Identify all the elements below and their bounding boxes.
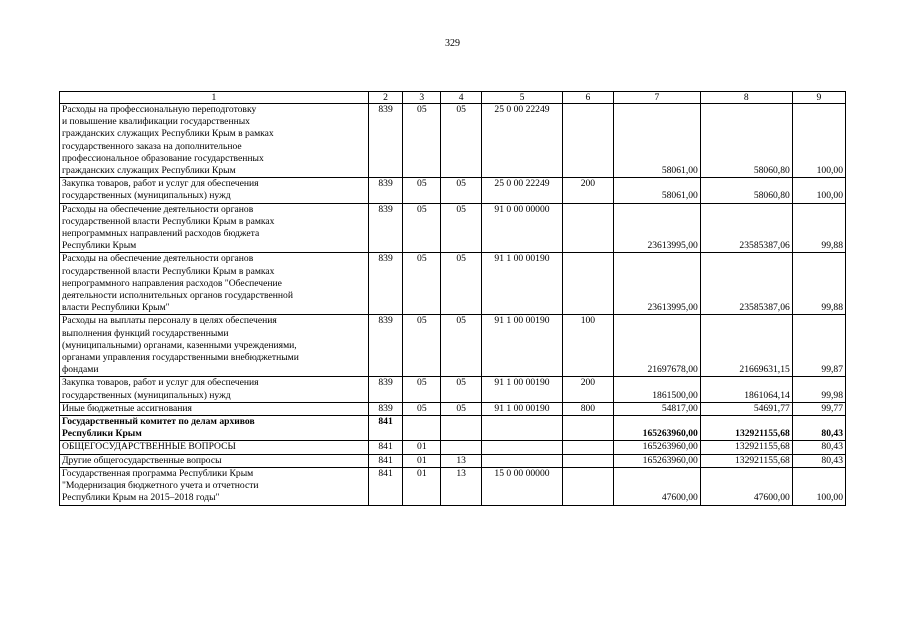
column-header: 8 [700, 92, 792, 104]
row-value-actual: 58060,80 [700, 104, 792, 178]
row-code-target: 25 0 00 22249 [482, 178, 563, 203]
row-code-target: 91 1 00 00190 [482, 315, 563, 377]
row-name: Иные бюджетные ассигнования [60, 402, 369, 415]
row-code-glava: 839 [368, 402, 403, 415]
row-code-podrazdel: 05 [441, 315, 482, 377]
row-value-actual: 47600,00 [700, 467, 792, 505]
table-row [60, 203, 846, 253]
row-name: Расходы на профессиональную переподготовку и повышение квалификации государственных гражданских служащих Республики Крым в рамках государственного заказа на дополнительное профессиональное образование государственных гражданских служащих Республики Крым [60, 104, 369, 178]
column-header: 2 [368, 92, 403, 104]
row-code-target [482, 441, 563, 454]
row-value-actual: 132921155,68 [700, 454, 792, 467]
row-value-percent: 80,43 [792, 454, 845, 467]
row-code-podrazdel: 13 [441, 467, 482, 505]
table-body [60, 92, 846, 506]
row-name: Расходы на обеспечение деятельности органов государственной власти Республики Крым в рамках непрограммного направления расходов "Обеспечение деятельности исполнительных органов государственной власти Республики Крым" [60, 253, 369, 315]
row-code-razdel: 01 [403, 454, 441, 467]
row-code-target: 15 0 00 00000 [482, 467, 563, 505]
table-row [60, 454, 846, 467]
row-code-razdel: 05 [403, 377, 441, 402]
row-code-expense-type: 800 [562, 402, 613, 415]
row-code-target: 91 0 00 00000 [482, 203, 563, 253]
row-code-target: 25 0 00 22249 [482, 104, 563, 178]
row-value-plan: 23613995,00 [613, 253, 700, 315]
row-code-podrazdel [441, 416, 482, 441]
row-name: Закупка товаров, работ и услуг для обеспечения государственных (муниципальных) нужд [60, 377, 369, 402]
row-value-actual: 23585387,06 [700, 253, 792, 315]
row-value-percent: 99,88 [792, 203, 845, 253]
row-code-razdel: 05 [403, 178, 441, 203]
row-code-podrazdel: 05 [441, 178, 482, 203]
column-header: 7 [613, 92, 700, 104]
row-code-target [482, 454, 563, 467]
row-code-expense-type: 100 [562, 315, 613, 377]
row-value-actual: 58060,80 [700, 178, 792, 203]
row-value-plan: 54817,00 [613, 402, 700, 415]
row-value-plan: 58061,00 [613, 104, 700, 178]
row-code-target: 91 1 00 00190 [482, 253, 563, 315]
row-value-actual: 132921155,68 [700, 416, 792, 441]
row-code-expense-type [562, 203, 613, 253]
row-name: Государственный комитет по делам архивов Республики Крым [60, 416, 369, 441]
row-code-glava: 841 [368, 467, 403, 505]
row-value-plan: 1861500,00 [613, 377, 700, 402]
row-value-percent: 80,43 [792, 441, 845, 454]
column-header: 1 [60, 92, 369, 104]
row-code-podrazdel: 05 [441, 203, 482, 253]
table-row [60, 104, 846, 178]
row-value-plan: 165263960,00 [613, 441, 700, 454]
page-number: 329 [445, 38, 460, 49]
row-value-plan: 47600,00 [613, 467, 700, 505]
row-code-glava: 839 [368, 315, 403, 377]
table-row [60, 253, 846, 315]
row-value-percent: 99,77 [792, 402, 845, 415]
row-code-expense-type: 200 [562, 377, 613, 402]
row-code-razdel: 05 [403, 402, 441, 415]
column-header: 4 [441, 92, 482, 104]
row-code-razdel: 01 [403, 441, 441, 454]
row-name: Другие общегосударственные вопросы [60, 454, 369, 467]
table-row [60, 416, 846, 441]
row-value-actual: 132921155,68 [700, 441, 792, 454]
row-value-plan: 23613995,00 [613, 203, 700, 253]
row-code-razdel [403, 416, 441, 441]
budget-table [59, 91, 846, 506]
row-name: Государственная программа Республики Крым "Модернизация бюджетного учета и отчетности Республики Крым на 2015–2018 годы" [60, 467, 369, 505]
row-code-glava: 839 [368, 178, 403, 203]
row-value-percent: 99,88 [792, 253, 845, 315]
table-row [60, 315, 846, 377]
row-code-podrazdel: 05 [441, 104, 482, 178]
row-value-plan: 165263960,00 [613, 416, 700, 441]
row-code-glava: 841 [368, 454, 403, 467]
table-row [60, 178, 846, 203]
row-name: Расходы на выплаты персоналу в целях обеспечения выполнения функций государственными (муниципальными) органами, казенными учреждениями, органами управления государственными внебюджетными фондами [60, 315, 369, 377]
row-value-percent: 99,87 [792, 315, 845, 377]
row-code-glava: 841 [368, 416, 403, 441]
row-code-glava: 839 [368, 203, 403, 253]
row-name: Закупка товаров, работ и услуг для обеспечения государственных (муниципальных) нужд [60, 178, 369, 203]
row-code-target [482, 416, 563, 441]
row-value-plan: 165263960,00 [613, 454, 700, 467]
row-code-expense-type [562, 454, 613, 467]
row-code-expense-type [562, 253, 613, 315]
row-value-percent: 99,98 [792, 377, 845, 402]
column-header: 6 [562, 92, 613, 104]
row-code-podrazdel: 05 [441, 253, 482, 315]
row-code-razdel: 05 [403, 315, 441, 377]
row-code-glava: 839 [368, 377, 403, 402]
row-code-razdel: 05 [403, 104, 441, 178]
row-code-glava: 839 [368, 253, 403, 315]
row-code-expense-type [562, 467, 613, 505]
table-header-row [60, 92, 846, 104]
table-row [60, 467, 846, 505]
row-value-actual: 21669631,15 [700, 315, 792, 377]
row-code-target: 91 1 00 00190 [482, 402, 563, 415]
row-value-actual: 1861064,14 [700, 377, 792, 402]
column-header: 9 [792, 92, 845, 104]
row-value-plan: 21697678,00 [613, 315, 700, 377]
row-code-razdel: 01 [403, 467, 441, 505]
row-code-target: 91 1 00 00190 [482, 377, 563, 402]
row-value-plan: 58061,00 [613, 178, 700, 203]
column-header: 5 [482, 92, 563, 104]
row-value-actual: 23585387,06 [700, 203, 792, 253]
table-row [60, 402, 846, 415]
table-row [60, 441, 846, 454]
row-code-expense-type [562, 104, 613, 178]
row-code-razdel: 05 [403, 253, 441, 315]
row-value-percent: 100,00 [792, 467, 845, 505]
row-value-percent: 100,00 [792, 178, 845, 203]
table-row [60, 377, 846, 402]
row-code-podrazdel [441, 441, 482, 454]
row-code-expense-type [562, 416, 613, 441]
row-code-podrazdel: 05 [441, 402, 482, 415]
row-code-expense-type: 200 [562, 178, 613, 203]
row-code-podrazdel: 05 [441, 377, 482, 402]
row-value-percent: 80,43 [792, 416, 845, 441]
row-value-percent: 100,00 [792, 104, 845, 178]
row-code-glava: 839 [368, 104, 403, 178]
row-name: ОБЩЕГОСУДАРСТВЕННЫЕ ВОПРОСЫ [60, 441, 369, 454]
row-name: Расходы на обеспечение деятельности органов государственной власти Республики Крым в рамках непрограммных направлений расходов бюджета Республики Крым [60, 203, 369, 253]
column-header: 3 [403, 92, 441, 104]
row-code-razdel: 05 [403, 203, 441, 253]
row-code-expense-type [562, 441, 613, 454]
row-value-actual: 54691,77 [700, 402, 792, 415]
row-code-podrazdel: 13 [441, 454, 482, 467]
row-code-glava: 841 [368, 441, 403, 454]
